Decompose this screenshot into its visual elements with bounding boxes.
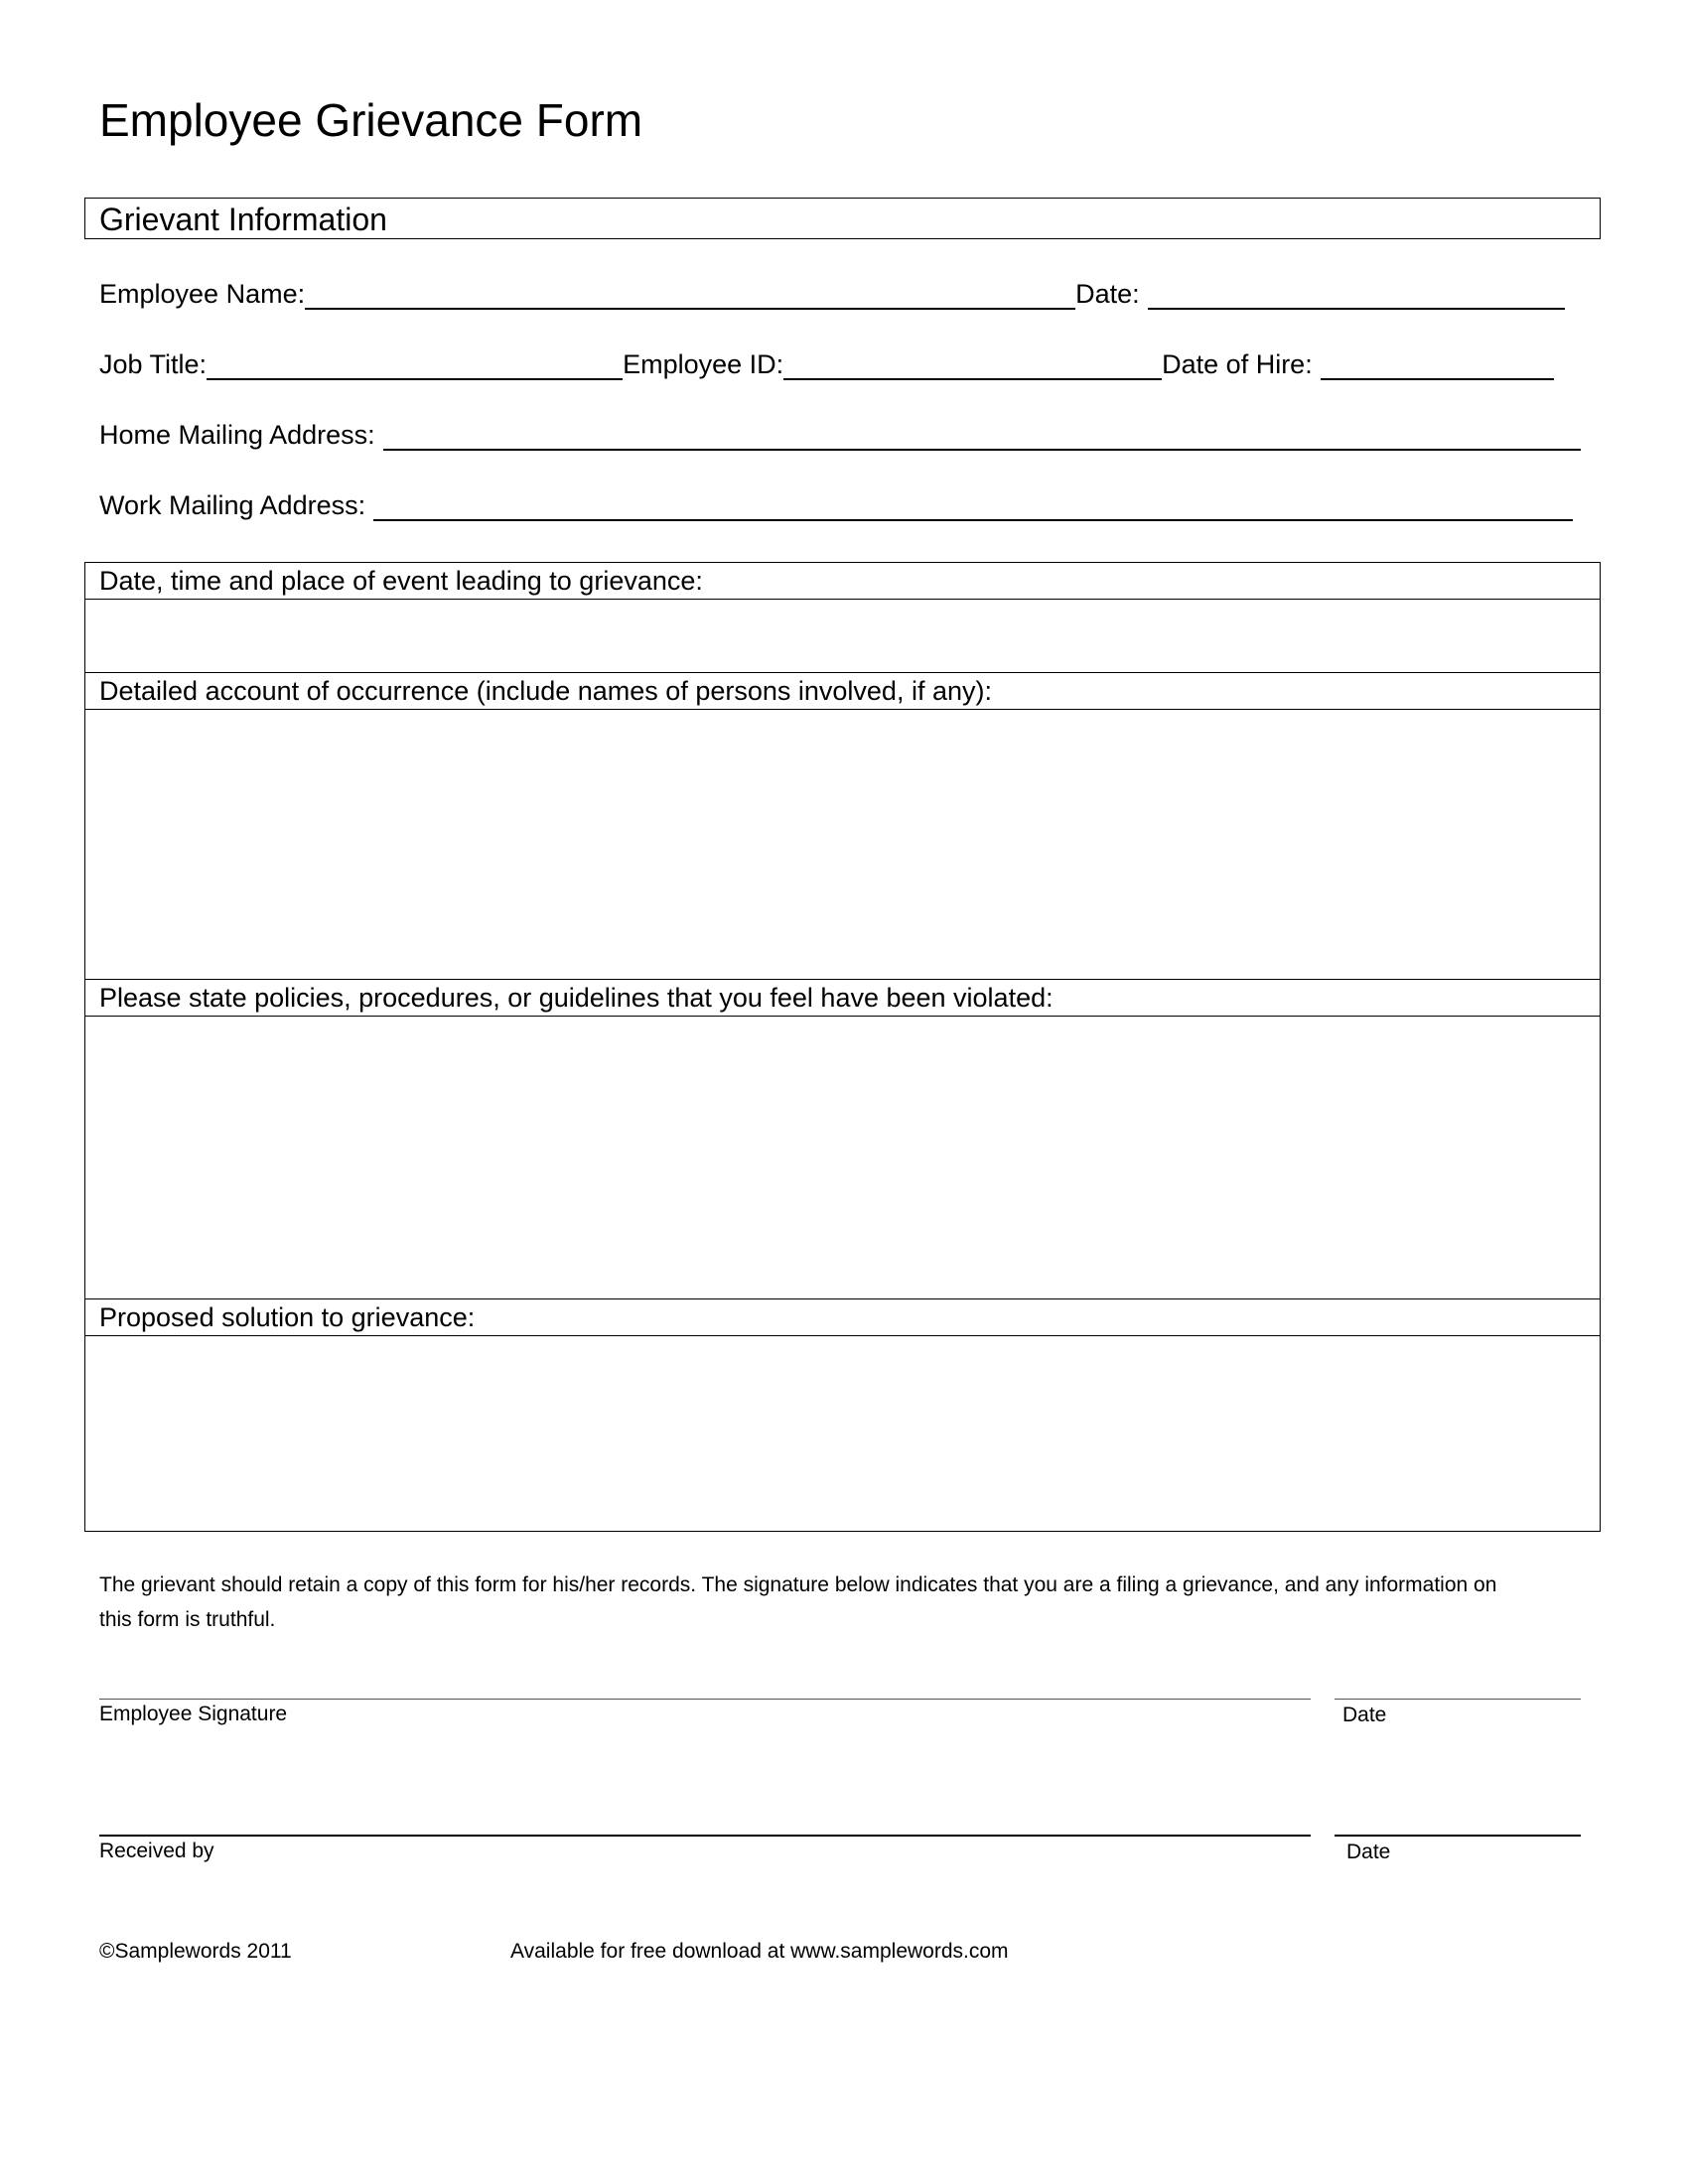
solution-section-label: Proposed solution to grievance:	[99, 1302, 476, 1332]
employee-id-field[interactable]	[783, 350, 1162, 380]
received-date-line[interactable]	[1335, 1835, 1581, 1837]
received-by-line[interactable]	[99, 1835, 1311, 1837]
job-title-label: Job Title:	[99, 349, 208, 379]
solution-section-header	[85, 1299, 1600, 1336]
work-address-label: Work Mailing Address:	[99, 490, 366, 520]
event-section-label: Date, time and place of event leading to grievance:	[99, 566, 703, 596]
received-date-label: Date	[1346, 1841, 1391, 1863]
retention-note: The grievant should retain a copy of this form for his/her records. The signature below indicates that you are a filing a grievance, and any information on this form is truthful.	[99, 1573, 1497, 1631]
grievant-info-header	[84, 198, 1601, 239]
employee-name-row	[99, 270, 1565, 310]
grievant-info-heading: Grievant Information	[99, 202, 387, 237]
home-address-row	[99, 411, 1581, 451]
policies-answer-area[interactable]	[85, 1017, 1600, 1298]
date-of-hire-field[interactable]	[1321, 350, 1554, 380]
employee-signature-label: Employee Signature	[99, 1703, 288, 1725]
employee-id-label: Employee ID:	[623, 349, 784, 379]
date-label: Date:	[1075, 279, 1140, 309]
grievance-details-table	[84, 562, 1601, 1532]
employee-name-label: Employee Name:	[99, 279, 306, 309]
received-by-label: Received by	[99, 1840, 214, 1862]
event-section-header	[85, 563, 1600, 600]
footer-download-link[interactable]: Available for free download at www.samplewords.com	[510, 1940, 1009, 1963]
employee-signature-line[interactable]	[99, 1699, 1311, 1700]
date-of-hire-label: Date of Hire:	[1162, 349, 1313, 379]
solution-answer-area[interactable]	[85, 1336, 1600, 1530]
home-address-label: Home Mailing Address:	[99, 420, 375, 450]
footer-copyright: ©Samplewords 2011	[99, 1940, 292, 1963]
account-section-label: Detailed account of occurrence (include names of persons involved, if any):	[99, 676, 992, 706]
policies-section-label: Please state policies, procedures, or guidelines that you feel have been violated:	[99, 983, 1054, 1013]
job-title-row	[99, 341, 1554, 380]
work-address-field[interactable]	[373, 491, 1573, 521]
signature-date-line[interactable]	[1335, 1699, 1581, 1700]
policies-section-header	[85, 980, 1600, 1017]
home-address-field[interactable]	[383, 421, 1581, 451]
account-section-header	[85, 673, 1600, 710]
job-title-field[interactable]	[207, 350, 623, 380]
signature-date-label: Date	[1342, 1704, 1387, 1726]
event-answer-area[interactable]	[85, 600, 1600, 672]
date-field[interactable]	[1148, 280, 1565, 310]
account-answer-area[interactable]	[85, 710, 1600, 979]
employee-name-field[interactable]	[305, 280, 1075, 310]
work-address-row	[99, 481, 1573, 521]
form-title: Employee Grievance Form	[99, 94, 643, 146]
